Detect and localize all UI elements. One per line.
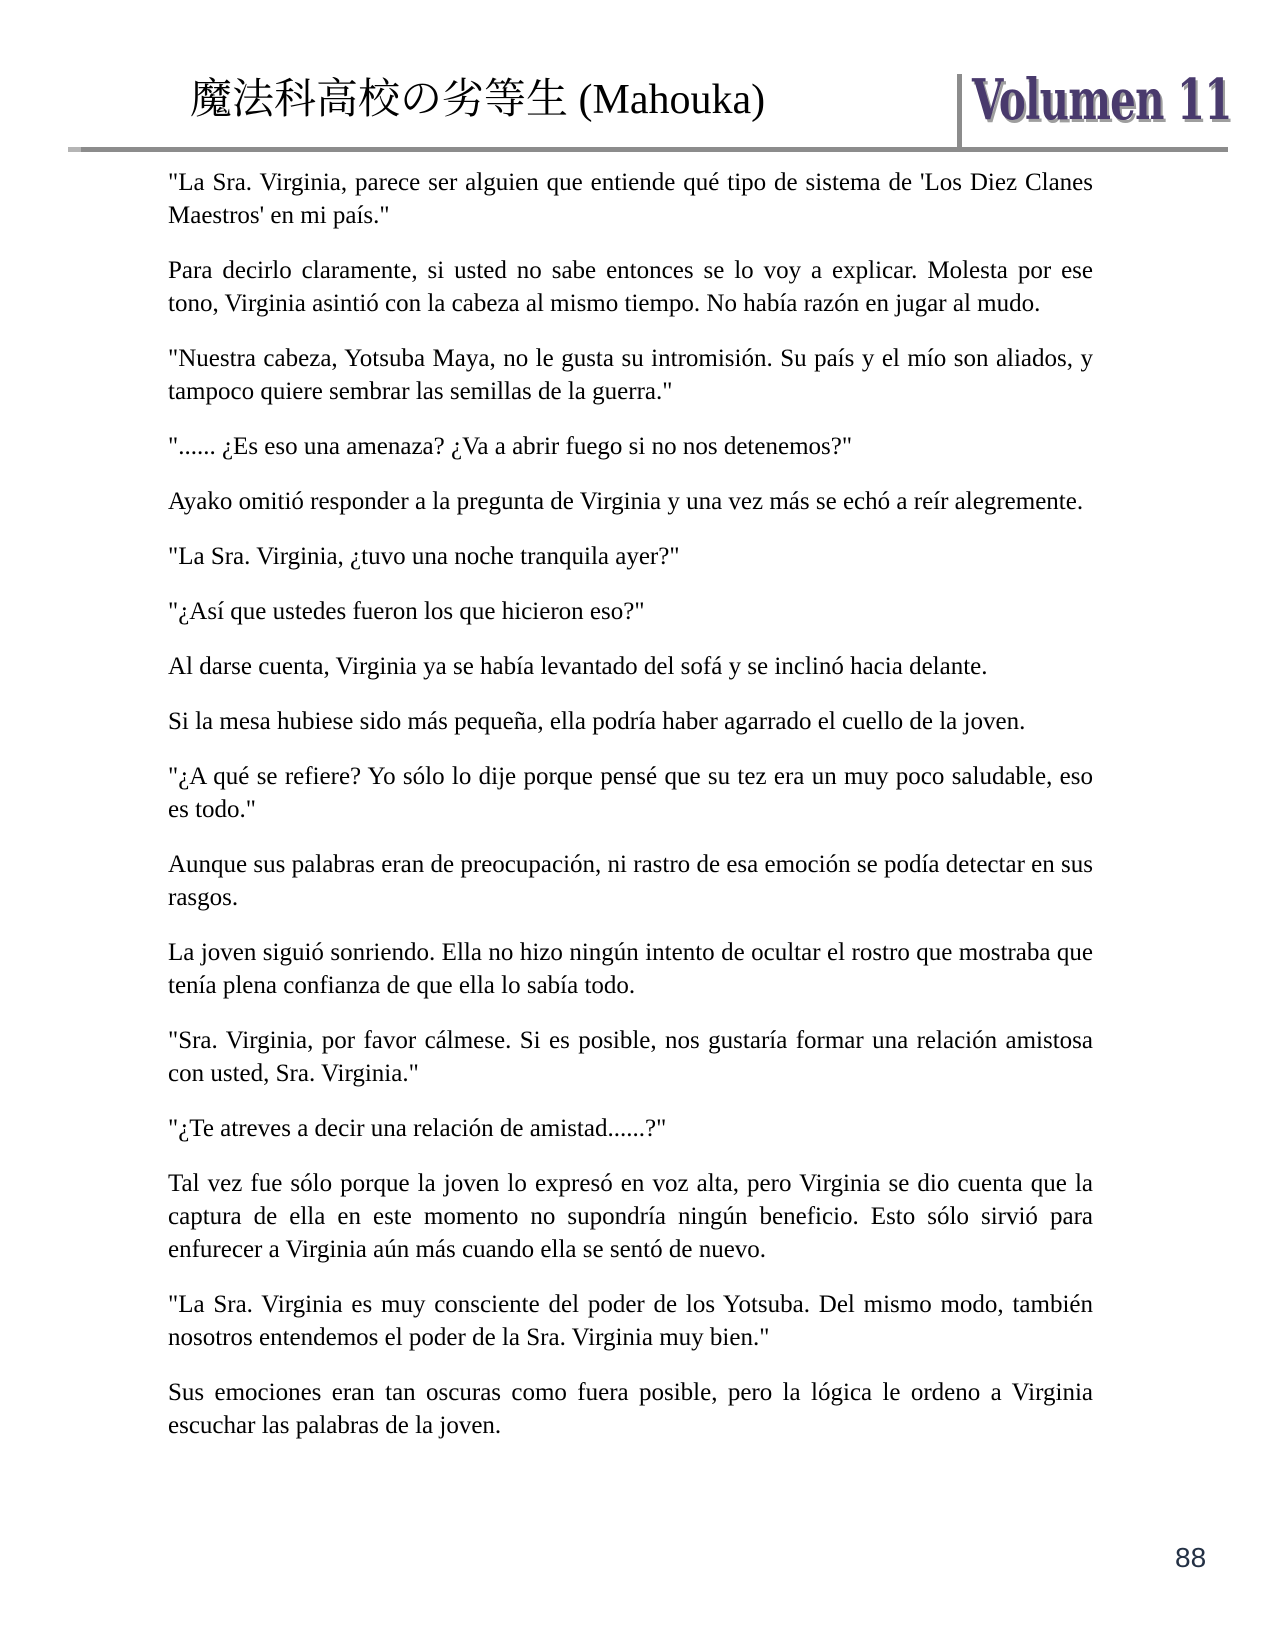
header-rule	[68, 147, 1228, 152]
page-body	[168, 166, 1093, 1464]
paragraph: Al darse cuenta, Virginia ya se había levantado del sofá y se inclinó hacia delante.	[168, 653, 988, 680]
paragraph: "...... ¿Es eso una amenaza? ¿Va a abrir fuego si no nos detenemos?"	[168, 433, 853, 460]
paragraph: "¿Así que ustedes fueron los que hicieron eso?"	[168, 598, 645, 625]
page-number: 88	[1175, 1542, 1207, 1573]
paragraph: Ayako omitió responder a la pregunta de Virginia y una vez más se echó a reír alegremente.	[168, 488, 1084, 515]
paragraph: "Sra. Virginia, por favor cálmese. Si es posible, nos gustaría formar una relación amistosa con usted, Sra. Virginia."	[168, 1027, 1093, 1087]
paragraph: Aunque sus palabras eran de preocupación, ni rastro de esa emoción se podía detectar en sus rasgos.	[168, 851, 1093, 911]
paragraph: Si la mesa hubiese sido más pequeña, ella podría haber agarrado el cuello de la joven.	[168, 708, 1026, 735]
volume-label: Volumen 11	[972, 67, 1232, 133]
paragraph: "La Sra. Virginia, ¿tuvo una noche tranquila ayer?"	[168, 543, 680, 570]
paragraph: "La Sra. Virginia, parece ser alguien que entiende qué tipo de sistema de 'Los Diez Clanes Maestros' en mi país."	[168, 169, 1093, 229]
document-title: 魔法科高校の劣等生 (Mahouka)	[190, 77, 766, 123]
header-vertical-divider	[957, 74, 962, 152]
paragraph: La joven siguió sonriendo. Ella no hizo ningún intento de ocultar el rostro que mostraba que tenía plena confianza de que ella lo sabía todo.	[168, 939, 1093, 999]
paragraph: "¿Te atreves a decir una relación de amistad......?"	[168, 1115, 667, 1142]
paragraph: Sus emociones eran tan oscuras como fuera posible, pero la lógica le ordeno a Virginia escuchar las palabras de la joven.	[168, 1379, 1093, 1439]
paragraph: "Nuestra cabeza, Yotsuba Maya, no le gusta su intromisión. Su país y el mío son aliados, y tampoco quiere sembrar las semillas de la guerra."	[168, 345, 1093, 405]
paragraph: Tal vez fue sólo porque la joven lo expresó en voz alta, pero Virginia se dio cuenta que la captura de ella en este momento no supondría ningún beneficio. Esto sólo sirvió para enfurecer a Virginia aún más cuando ella se sentó de nuevo.	[168, 1170, 1093, 1263]
paragraph: "¿A qué se refiere? Yo sólo lo dije porque pensé que su tez era un muy poco saludable, eso es todo."	[168, 763, 1093, 823]
paragraph: "La Sra. Virginia es muy consciente del poder de los Yotsuba. Del mismo modo, también nosotros entendemos el poder de la Sra. Virginia muy bien."	[168, 1291, 1093, 1351]
paragraph: Para decirlo claramente, si usted no sabe entonces se lo voy a explicar. Molesta por ese tono, Virginia asintió con la cabeza al mismo tiempo. No había razón en jugar al mudo.	[168, 257, 1093, 317]
